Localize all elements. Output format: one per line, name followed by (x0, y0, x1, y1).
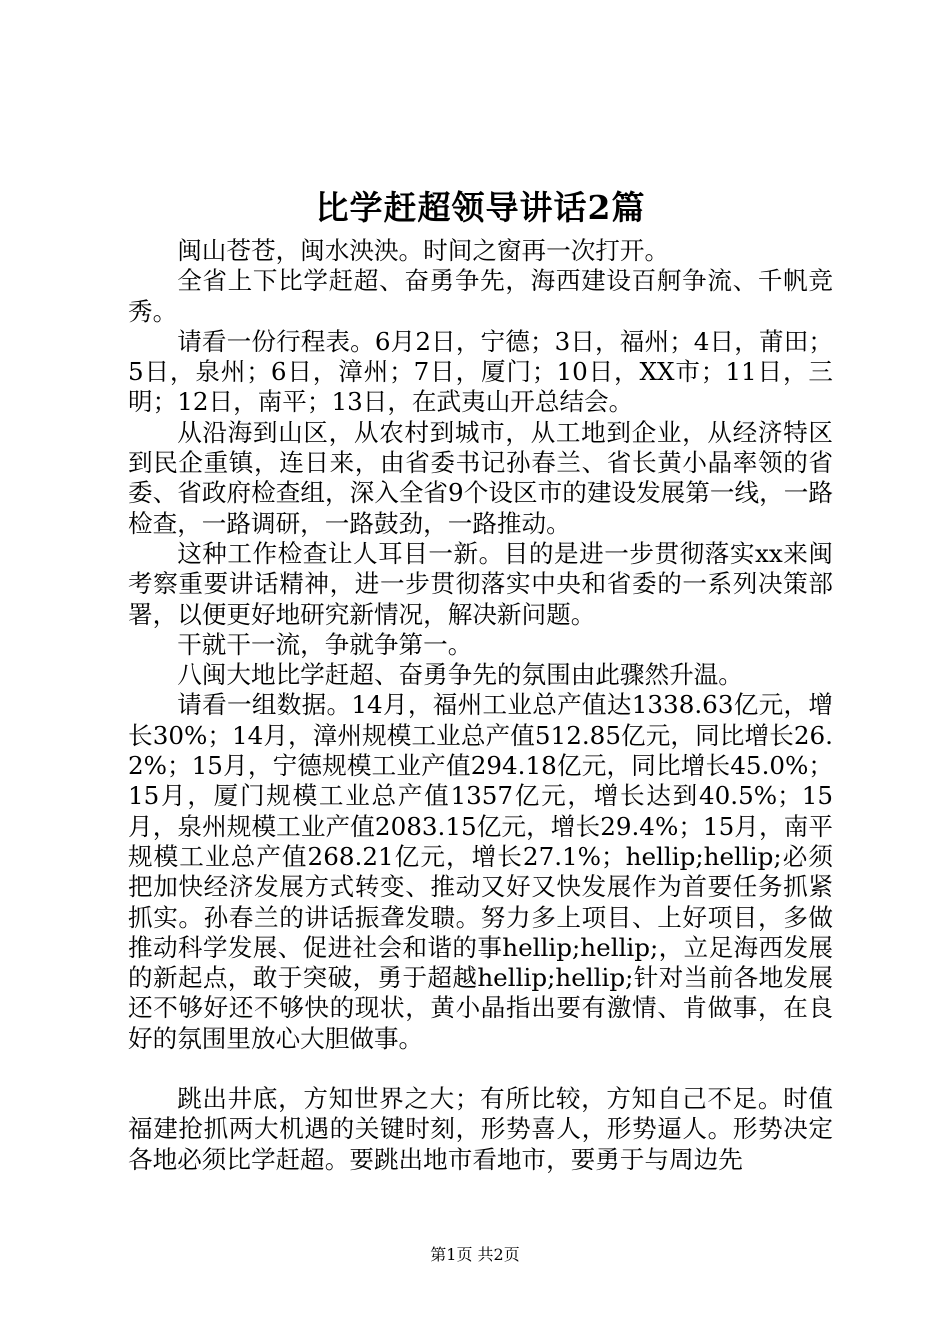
paragraph-2: 全省上下比学赶超、奋勇争先，海西建设百舸争流、千帆竞秀。 (128, 266, 833, 326)
paragraph-3: 请看一份行程表。6月2日，宁德；3日，福州；4日，莆田；5日，泉州；6日，漳州；7日，厦门；10日，XX市；11日，三明；12日，南平；13日，在武夷山开总结会。 (128, 326, 833, 417)
paragraph-9: 跳出井底，方知世界之大；有所比较，方知自己不足。时值福建抢抓两大机遇的关键时刻，形势喜人，形势逼人。形势决定各地必须比学赶超。要跳出地市看地市，要勇于与周边先 (128, 1084, 833, 1174)
paragraph-1: 闽山苍苍，闽水泱泱。时间之窗再一次打开。 (177, 236, 670, 265)
paragraph-6: 干就干一流，争就争第一。 (177, 629, 473, 659)
paragraph-8: 请看一组数据。14月，福州工业总产值达1338.63亿元，增长30%；14月，漳州规模工业总产值512.85亿元，同比增长26.2%；15月，宁德规模工业产值294.18亿元，同比增长45.0%；15月，厦门规模工业总产值1357亿元，增长达到40.5%；15月，泉州规模工业产值2083.15亿元，增长29.4%；15月，南平规模工业总产值268.21亿元，增长27.1%；hellip;hellip;必须把加快经济发展方式转变、推动又好又快发展作为首要任务抓紧抓实。孙春兰的讲话振聋发聩。努力多上项目、上好项目，多做推动科学发展、促进社会和谐的事hellip;hellip;，立足海西发展的新起点，敢于突破，勇于超越hellip;hellip;针对当前各地发展还不够好还不够快的现状，黄小晶指出要有激情、肯做事，在良好的氛围里放心大胆做事。 (128, 690, 833, 1053)
paragraph-gap (128, 1054, 833, 1084)
document-page (128, 180, 833, 1175)
paragraph-7: 八闽大地比学赶超、奋勇争先的氛围由此骤然升温。 (177, 660, 743, 690)
page-number-footer: 第1页 共2页 (430, 1245, 520, 1264)
paragraph-4: 从沿海到山区，从农村到城市，从工地到企业，从经济特区到民企重镇，连日来，由省委书记孙春兰、省长黄小晶率领的省委、省政府检查组，深入全省9个设区市的建设发展第一线，一路检查，一路调研，一路鼓劲，一路推动。 (128, 417, 833, 538)
paragraph-5: 这种工作检查让人耳目一新。目的是进一步贯彻落实xx来闽考察重要讲话精神，进一步贯彻落实中央和省委的一系列决策部署，以便更好地研究新情况，解决新问题。 (128, 538, 833, 629)
document-title: 比学赶超领导讲话2篇 (315, 188, 646, 227)
